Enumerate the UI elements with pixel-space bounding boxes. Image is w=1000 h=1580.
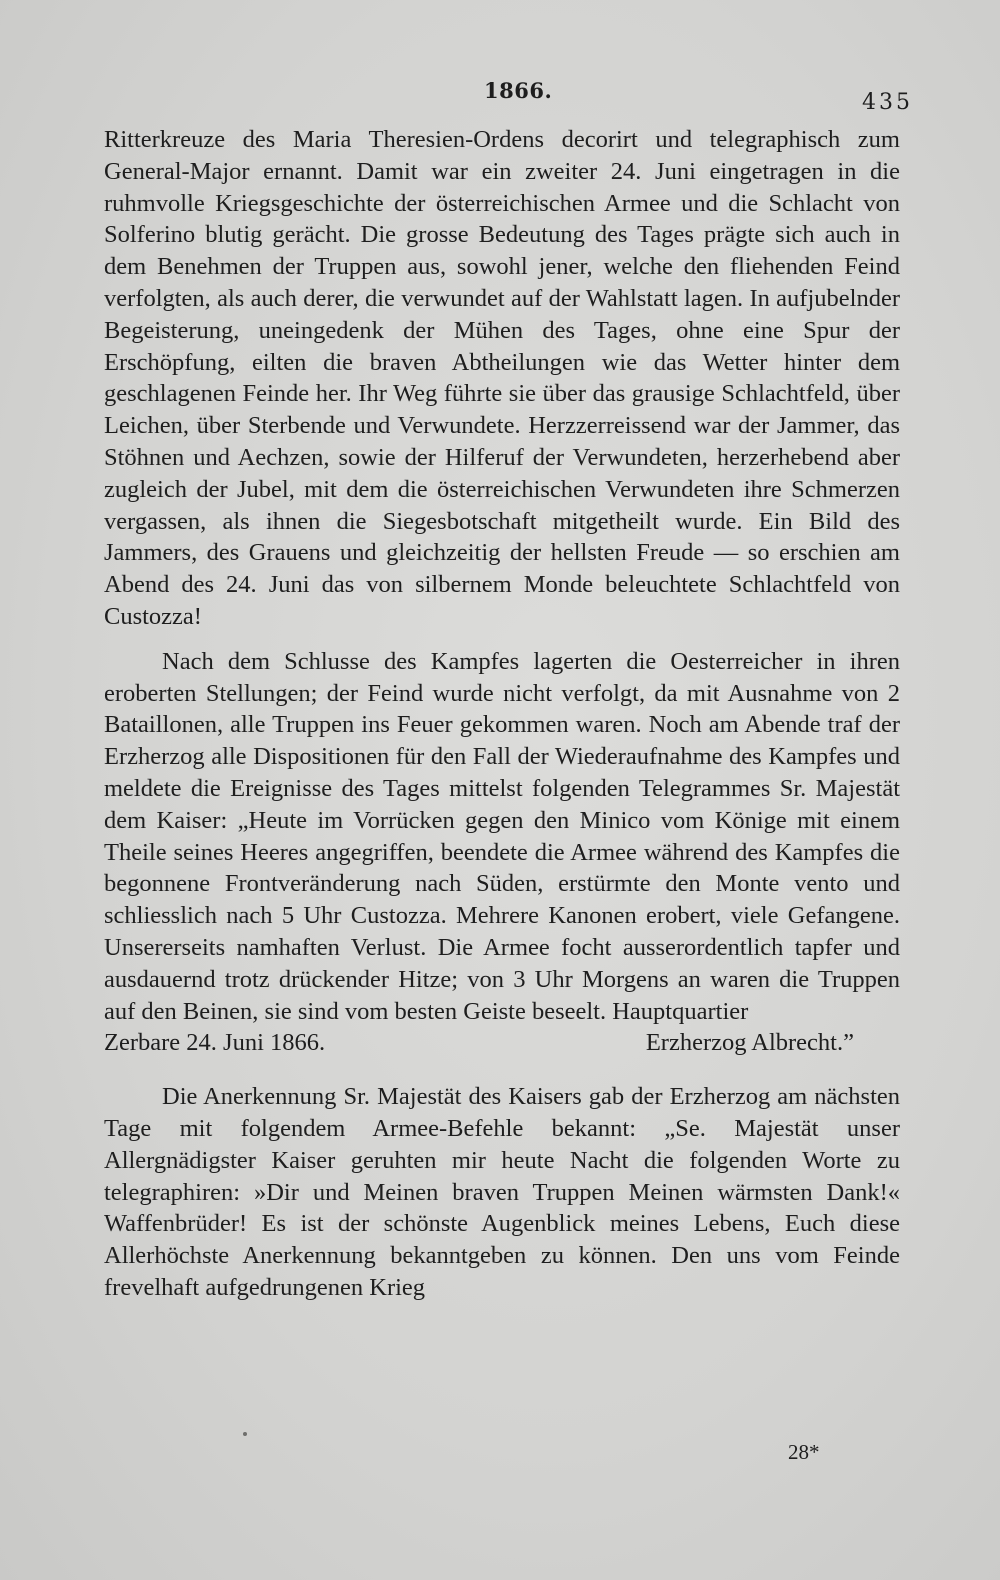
signature-mark: 28* (788, 1440, 820, 1464)
page-number: 435 (862, 90, 913, 115)
telegram-place-date: Zerbare 24. Juni 1866. (104, 1029, 326, 1057)
telegram-signature: Erzherzog Albrecht.” (645, 1029, 854, 1057)
running-head: 1866. (484, 78, 553, 103)
paragraph-2: Nach dem Schlusse des Kampfes lagerten die Oesterreicher in ihren eroberten Stellungen; der Feind wurde nicht verfolgt, da mit Ausnahme von 2 Bataillonen, alle Truppen ins Feuer gekommen waren. Noch am Abende traf der Erzherzog alle Dispositionen für den Fall der Wiederaufnahme des Kampfes und meldete die Ereignisse des Tages mittelst folgenden Telegrammes Sr. Majestät dem Kaiser: „Heute im Vorrücken gegen den Minico vom Könige mit einem Theile seines Heeres angegriffen, beendete die Armee während des Kampfes die begonnene Frontveränderung nach Süden, erstürmte den Monte vento und schliesslich nach 5 Uhr Custozza. Mehrere Kanonen erobert, viele Gefangene. Unsererseits namhaften Verlust. Die Armee focht ausserordentlich tapfer und ausdauernd trotz drückender Hitze; von 3 Uhr Morgens an waren die Truppen auf den Beinen, sie sind vom besten Geiste beseelt. Hauptquartier (104, 647, 900, 1025)
paragraph-3: Die Anerkennung Sr. Majestät des Kaisers gab der Erzherzog am nächsten Tage mit folgendem Armee-Befehle bekannt: „Se. Majestät unser Allergnädigster Kaiser geruhten mir heute Nacht die folgenden Worte zu telegraphiren: »Dir und Meinen braven Truppen Meinen wärmsten Dank!« Waffenbrüder! Es ist der schönste Augenblick meines Lebens, Euch diese Allerhöchste Anerkennung bekanntgeben zu können. Den uns vom Feinde frevelhaft aufgedrungenen Krieg (104, 1083, 900, 1301)
telegram-closing-line (104, 1027, 900, 1059)
page-header (0, 78, 1000, 115)
body-text (104, 124, 900, 1304)
paper-speck (243, 1432, 247, 1436)
paragraph-1: Ritterkreuze des Maria Theresien-Ordens decorirt und telegraphisch zum General-Major ernannt. Damit war ein zweiter 24. Juni eingetragen in die ruhmvolle Kriegsgeschichte der österreichischen Armee und die Schlacht von Solferino blutig gerächt. Die grosse Bedeutung des Tages prägte sich auch in dem Benehmen der Truppen aus, sowohl jener, welche den fliehenden Feind verfolgten, als auch derer, die verwundet auf der Wahlstatt lagen. In aufjubelnder Begeisterung, uneingedenk der Mühen des Tages, ohne eine Spur der Erschöpfung, eilten die braven Abtheilungen wie das Wetter hinter dem geschlagenen Feinde her. Ihr Weg führte sie über das grausige Schlachtfeld, über Leichen, über Sterbende und Verwundete. Herzzerreissend war der Jammer, das Stöhnen und Aechzen, sowie der Hilferuf der Verwundeten, herzerhebend aber zugleich der Jubel, mit dem die österreichischen Verwundeten ihre Schmerzen vergassen, als ihnen die Siegesbotschaft mitgetheilt wurde. Ein Bild des Jammers, des Grauens und gleichzeitig der hellsten Freude — so erschien am Abend des 24. Juni das von silbernem Monde beleuchtete Schlachtfeld von Custozza! (104, 126, 900, 630)
